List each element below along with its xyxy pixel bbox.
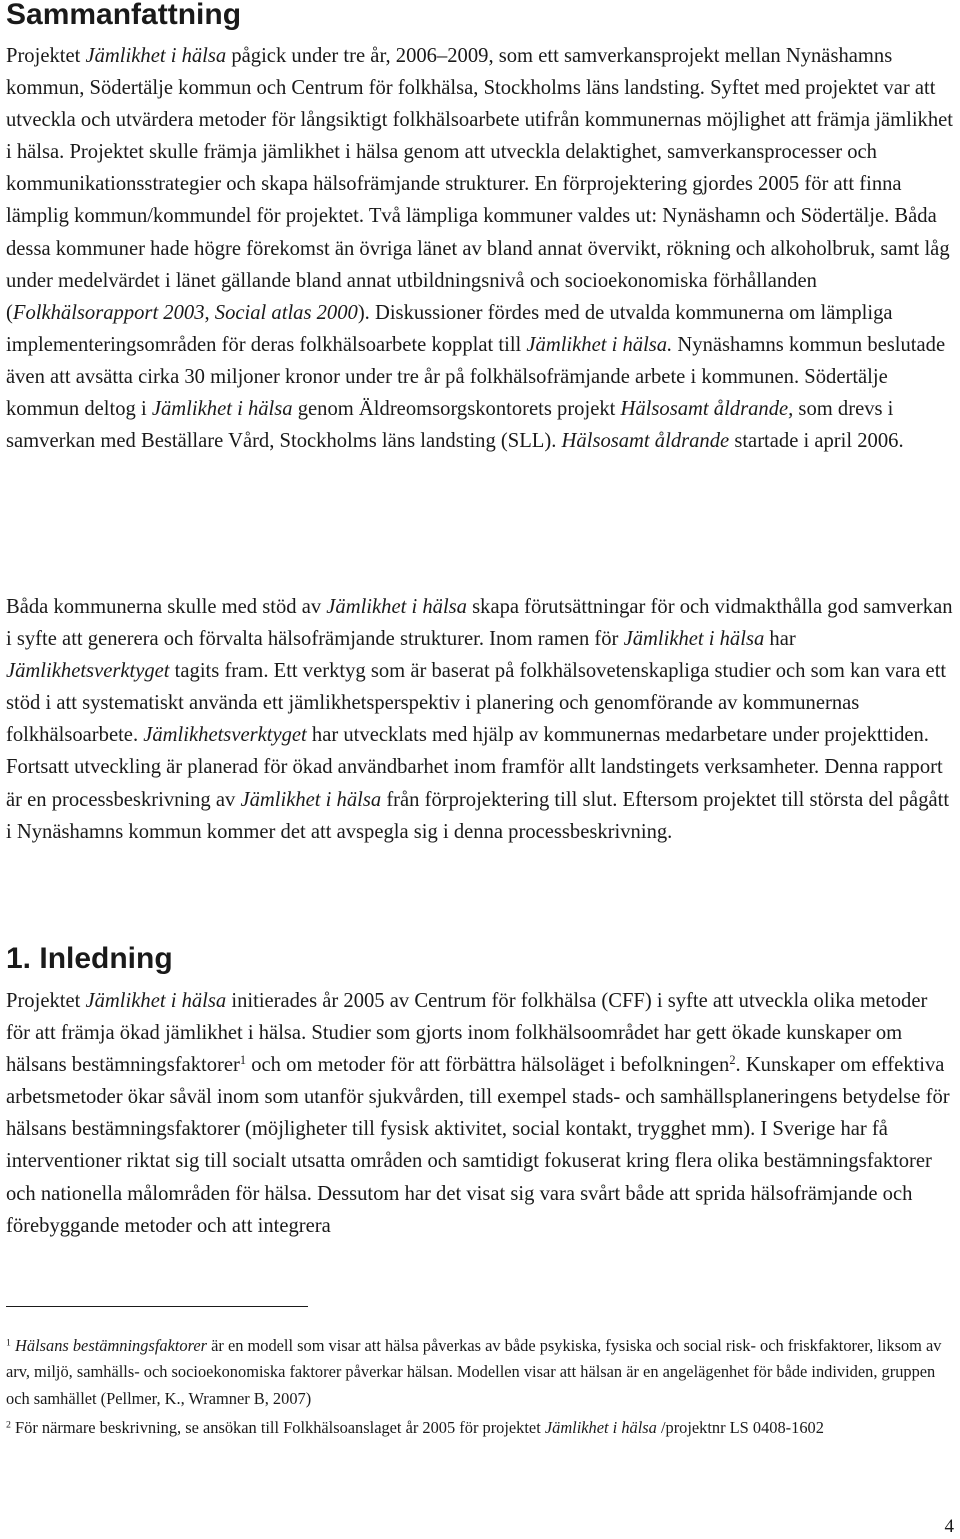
summary-heading: Sammanfattning [6,0,242,31]
footnote-1: $^1$ Hälsans bestämningsfaktorer är en modell som visar att hälsa påverkas av både psykiska, fysiska och social risk- och friskfaktorer, liksom av arv, miljö, samhälls- och socioekonomiska faktorer påverkar hälsan. Modellen visar att hälsan är en angelägenhet för både individen, gruppen och samhället (Pellmer, K., Wramner B, 2007) [6,1336,942,1408]
introduction-heading: 1. Inledning [6,942,173,975]
footnote-reference: 2 [6,1419,11,1431]
footnote-reference: 1 [6,1337,11,1349]
footnote-reference: 2 [729,1053,736,1068]
summary-paragraph-2: Båda kommunerna skulle med stöd av Jämlikhet i hälsa skapa förutsättningar för och vidmakthålla god samverkan i syfte att generera och förvalta hälsofrämjande strukturer. Inom ramen för Jämlikhet i hälsa har Jämlikhetsverktyget tagits fram. Ett verktyg som är baserat på folkhälsovetenskapliga studier och som kan vara ett stöd i att systematiskt använda ett jämlikhetsperspektiv i planering och genomförande av kommunernas folkhälsoarbete. Jämlikhetsverktyget har utvecklats med hjälp av kommunernas medarbetare under projekttiden. Fortsatt utveckling är planerad för ökad användbarhet inom framför allt landstingets verksamheter. Denna rapport är en processbeskrivning av Jämlikhet i hälsa från förprojektering till slut. Eftersom projektet till största del pågått i Nynäshamns kommun kommer det att avspegla sig i denna processbeskrivning. [6,596,953,843]
introduction-paragraph-1: Projektet Jämlikhet i hälsa initierades år 2005 av Centrum för folkhälsa (CFF) i syfte att utveckla olika metoder för att främja ökad jämlikhet i hälsa. Studier som gjorts inom folkhälsoområdet har gett ökade kunskaper om hälsans bestämningsfaktorer$^1$ och om metoder för att förbättra hälsoläget i befolkningen$^2$. Kunskaper om effektiva arbetsmetoder ökar såväl inom som utanför sjukvården, till exempel stads- och samhällsplaneringens betydelse för hälsans bestämningsfaktorer (möjligheter till fysisk aktivitet, social kontakt, trygghet mm). I Sverige har få interventioner riktat sig till socialt utsatta områden och samtidigt fokuserat kring flera olika bestämningsfaktorer och nationella målområden för hälsa. Dessutom har det visat sig vara svårt både att sprida hälsofrämjande och förebyggande metoder och att integrera [6,990,950,1237]
footnote-separator [6,1306,308,1307]
footnote-reference: 1 [239,1053,247,1068]
footnote-2: $^2$ För närmare beskrivning, se ansökan till Folkhälsoanslaget år 2005 för projektet Jämlikhet i hälsa /projektnr LS 0408-1602 [6,1418,824,1437]
page-number: 4 [944,1516,954,1537]
summary-paragraph-1: Projektet Jämlikhet i hälsa pågick under tre år, 2006–2009, som ett samverkansprojekt mellan Nynäshamns kommun, Södertälje kommun och Centrum för folkhälsa, Stockholms läns landsting. Syftet med projektet var att utveckla och utvärdera metoder för långsiktigt folkhälsoarbete utifrån kommunernas möjlighet att främja jämlikhet i hälsa. Projektet skulle främja jämlikhet i hälsa genom att utveckla delaktighet, samverkansprocesser och kommunikationsstrategier och skapa hälsofrämjande strukturer. En förprojektering gjordes 2005 för att finna lämplig kommun/kommundel för projektet. Två lämpliga kommuner valdes ut: Nynäshamn och Södertälje. Båda dessa kommuner hade högre förekomst än övriga länet av bland annat övervikt, rökning och alkoholbruk, samt låg under medelvärdet i länet gällande bland annat utbildningsnivå och socioekonomiska förhållanden (Folkhälsorapport 2003, Social atlas 2000). Diskussioner fördes med de utvalda kommunerna om lämpliga implementeringsområden för deras folkhälsoarbete kopplat till Jämlikhet i hälsa. Nynäshamns kommun beslutade även att avsätta cirka 30 miljoner kronor under tre år på folkhälsofrämjande arbete i kommunen. Södertälje kommun deltog i Jämlikhet i hälsa genom Äldreomsorgskontorets projekt Hälsosamt åldrande, som drevs i samverkan med Beställare Vård, Stockholms läns landsting (SLL). Hälsosamt åldrande startade i april 2006. [6,45,954,453]
